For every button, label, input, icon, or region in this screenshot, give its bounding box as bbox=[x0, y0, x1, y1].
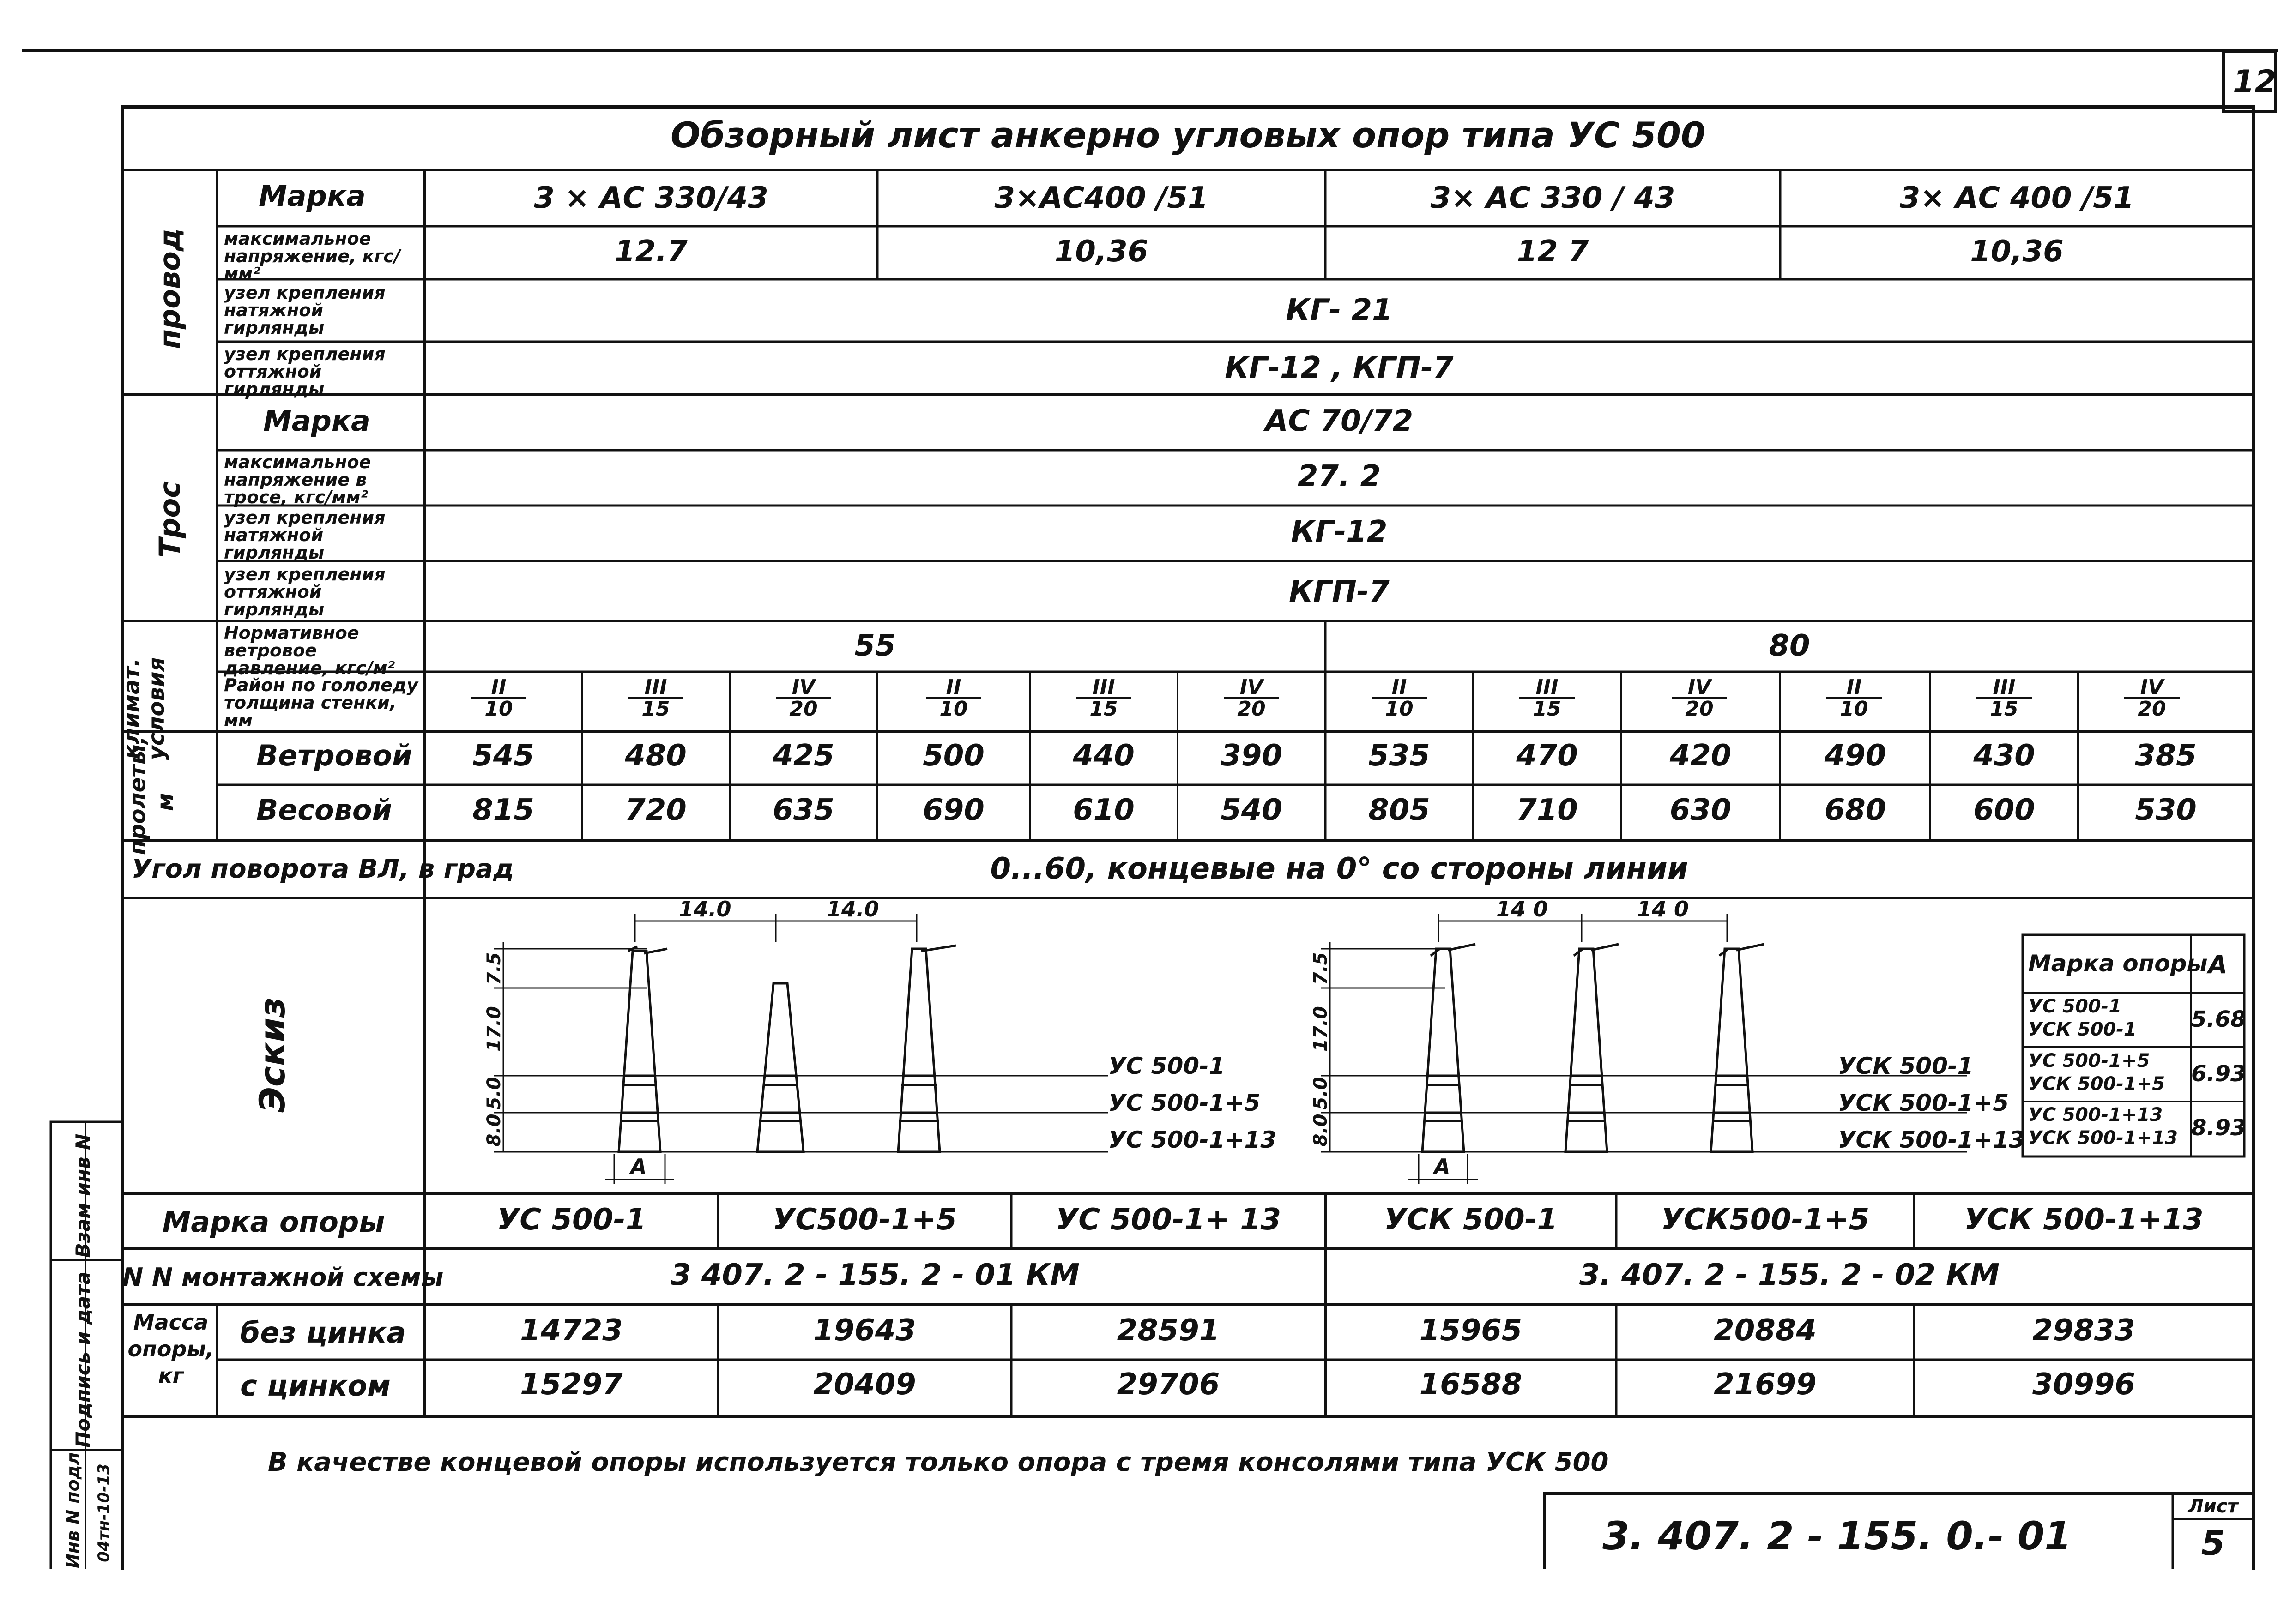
cable-mark-label: Марка bbox=[263, 404, 370, 438]
scheme-1: 3 407. 2 - 155. 2 - 01 КМ bbox=[671, 1258, 1080, 1292]
wire-pull-node: КГ-12 , КГП-7 bbox=[1225, 351, 1454, 385]
mass-no-zinc-label: без цинка bbox=[240, 1316, 406, 1349]
sketch-right-label-2: УСК 500-1+5 bbox=[1838, 1090, 2009, 1116]
tower-marks-label: Марка опоры bbox=[162, 1205, 385, 1239]
wire-tension-node: КГ- 21 bbox=[1286, 293, 1393, 327]
ice-cell-11: III 15 bbox=[1976, 678, 2032, 719]
sketch-left-spacing-2: 14.0 bbox=[827, 897, 879, 921]
sketch-left-label-1: УС 500-1 bbox=[1108, 1053, 1225, 1079]
ice-cell-9: $\frac{IV}{20}$ bbox=[1672, 678, 1727, 719]
cable-group-label: Трос bbox=[153, 481, 187, 558]
climate-wind-1: 55 bbox=[854, 629, 896, 663]
sketch-right-label-3: УСК 500-1+13 bbox=[1838, 1126, 2025, 1153]
ice-cell-12: $\frac{IV}{20}$ bbox=[2124, 678, 2180, 719]
mass-no-zinc-6: 29833 bbox=[2032, 1313, 2135, 1348]
sketch-left-label-3: УС 500-1+13 bbox=[1108, 1126, 1277, 1153]
span-wind-11: 430 bbox=[1973, 739, 2035, 773]
sketch-right-h3: 5.0 bbox=[1310, 1077, 1331, 1110]
span-wind-8: 470 bbox=[1516, 739, 1578, 773]
span-weight-12: 530 bbox=[2135, 793, 2197, 827]
cable-max-stress-label: максимальное напряжение в тросе, кгс/мм² bbox=[224, 452, 371, 507]
span-wind-9: 420 bbox=[1669, 739, 1732, 773]
tower-mark-4: УСК 500-1 bbox=[1384, 1203, 1558, 1237]
ice-cell-1: $\frac{II}{10}$ bbox=[471, 678, 526, 719]
ice-cell-5: III 15 bbox=[1076, 678, 1131, 719]
stamp-inv-value: 04тн-10-13 bbox=[95, 1463, 113, 1562]
sketch-right-dim-a: А bbox=[1434, 1154, 1450, 1179]
a-table-header-mark: Марка опоры bbox=[2028, 950, 2208, 977]
cable-mark: АС 70/72 bbox=[1265, 404, 1414, 438]
wire-stress-1: 12.7 bbox=[615, 235, 688, 269]
span-weight-5: 610 bbox=[1073, 793, 1135, 827]
span-weight-6: 540 bbox=[1221, 793, 1282, 827]
span-weight-3: 635 bbox=[773, 793, 834, 827]
span-weight-4: 690 bbox=[923, 793, 985, 827]
cable-tension-node-label: узел крепления натяжной гирлянды bbox=[224, 507, 386, 563]
sketch-left-h1: 7.5 bbox=[483, 952, 505, 985]
mass-zinc-4: 16588 bbox=[1419, 1367, 1523, 1402]
a-table-row-1-marks: УС 500-1 УСК 500-1 bbox=[2028, 996, 2137, 1040]
span-weight-1: 815 bbox=[472, 793, 534, 827]
sketch-left-h2: 17.0 bbox=[483, 1006, 505, 1052]
a-table-header-a: А bbox=[2208, 950, 2228, 979]
tower-mark-2: УС500-1+5 bbox=[772, 1203, 957, 1237]
wire-stress-4: 10,36 bbox=[1970, 235, 2064, 269]
tower-mark-6: УСК 500-1+13 bbox=[1964, 1203, 2204, 1237]
wire-max-stress-label: максимальное напряжение, кгс/мм² bbox=[224, 229, 400, 284]
sketch-right-h2: 17.0 bbox=[1310, 1006, 1331, 1052]
a-table-row-1-a: 5.68 bbox=[2191, 1006, 2246, 1032]
stamp-replace-inv: Взам инв N bbox=[72, 1133, 94, 1258]
ice-cell-3: $\frac{IV}{20}$ bbox=[776, 678, 831, 719]
climate-group-label: климат. условия bbox=[119, 657, 169, 760]
sketch-right-h1: 7.5 bbox=[1310, 952, 1331, 985]
climate-ice-label: Район по гололеду толщина стенки, мм bbox=[224, 675, 418, 730]
page-title: Обзорный лист анкерно угловых опор типа УС 500 bbox=[671, 114, 1705, 156]
sheet-corner-number: 12 bbox=[2233, 64, 2277, 100]
span-weight-9: 630 bbox=[1669, 793, 1732, 827]
ice-cell-6: $\frac{IV}{20}$ bbox=[1224, 678, 1279, 719]
sketch-right-label-1: УСК 500-1 bbox=[1838, 1053, 1974, 1079]
cable-tension-node: КГ-12 bbox=[1291, 515, 1388, 549]
wire-mark-4: 3× АС 400 /51 bbox=[1899, 181, 2134, 215]
sketch-right-spacing-1: 14 0 bbox=[1496, 897, 1548, 921]
climate-wind-2: 80 bbox=[1769, 629, 1810, 663]
mass-zinc-6: 30996 bbox=[2032, 1367, 2135, 1402]
mass-zinc-1: 15297 bbox=[520, 1367, 623, 1402]
tower-mark-5: УСК500-1+5 bbox=[1661, 1203, 1870, 1237]
angle-label: Угол поворота ВЛ, в град bbox=[132, 854, 514, 884]
mass-zinc-label: с цинком bbox=[240, 1369, 391, 1403]
stamp-signature-date: Подпись и дата bbox=[72, 1271, 94, 1448]
note-text: В качестве концевой опоры используется только опора с тремя консолями типа УСК 500 bbox=[268, 1447, 1609, 1477]
cable-pull-node: КГП-7 bbox=[1289, 575, 1390, 609]
wire-mark-3: 3× АС 330 / 43 bbox=[1430, 181, 1675, 215]
cable-max-stress: 27. 2 bbox=[1297, 459, 1381, 494]
tower-mark-1: УС 500-1 bbox=[496, 1203, 647, 1237]
ice-cell-2: III 15 bbox=[628, 678, 683, 719]
span-weight-2: 720 bbox=[625, 793, 687, 827]
mass-zinc-5: 21699 bbox=[1714, 1367, 1817, 1402]
wire-tension-node-label: узел крепления натяжной гирлянды bbox=[224, 283, 386, 338]
span-wind-7: 535 bbox=[1368, 739, 1430, 773]
ice-cell-10: $\frac{II}{10}$ bbox=[1826, 678, 1882, 719]
sketch-left-h3: 5.0 bbox=[483, 1077, 505, 1110]
wire-stress-2: 10,36 bbox=[1054, 235, 1148, 269]
mass-zinc-2: 20409 bbox=[813, 1367, 916, 1402]
mass-no-zinc-1: 14723 bbox=[520, 1313, 623, 1348]
sketch-left-dim-a: А bbox=[630, 1154, 647, 1179]
span-wind-2: 480 bbox=[625, 739, 687, 773]
wire-mark-1: 3 × АС 330/43 bbox=[534, 181, 768, 215]
stamp-original-inv: Инв N подл bbox=[63, 1452, 83, 1568]
mass-group-label: Масса опоры, кг bbox=[127, 1310, 214, 1388]
mass-no-zinc-5: 20884 bbox=[1714, 1313, 1817, 1348]
span-wind-6: 390 bbox=[1221, 739, 1282, 773]
angle-value: 0...60, концевые на 0° со стороны линии bbox=[990, 852, 1688, 886]
document-code: 3. 407. 2 - 155. 0.- 01 bbox=[1602, 1513, 2072, 1559]
sketch-right-spacing-2: 14 0 bbox=[1637, 897, 1689, 921]
mass-no-zinc-2: 19643 bbox=[813, 1313, 916, 1348]
spans-group-label: пролеты, м bbox=[125, 736, 178, 855]
scheme-2: 3. 407. 2 - 155. 2 - 02 КМ bbox=[1579, 1258, 2000, 1292]
sketch-left-h5: 8.0 bbox=[483, 1114, 505, 1147]
mass-no-zinc-4: 15965 bbox=[1419, 1313, 1523, 1348]
sketch-label: Эскиз bbox=[252, 997, 293, 1113]
wire-mark-label: Марка bbox=[259, 179, 366, 213]
schemes-label: N N монтажной схемы bbox=[122, 1263, 444, 1292]
a-table-row-3-a: 8.93 bbox=[2191, 1115, 2246, 1141]
spans-weight-label: Весовой bbox=[256, 793, 392, 827]
span-wind-1: 545 bbox=[472, 739, 534, 773]
span-wind-5: 440 bbox=[1073, 739, 1135, 773]
climate-wind-label: Нормативное ветровое давление, кгс/м² bbox=[224, 623, 395, 678]
ice-cell-8: III 15 bbox=[1519, 678, 1575, 719]
spans-wind-label: Ветровой bbox=[256, 739, 412, 772]
span-weight-10: 680 bbox=[1824, 793, 1886, 827]
span-wind-3: 425 bbox=[773, 739, 834, 773]
sketch-left-towers bbox=[494, 914, 1108, 1184]
span-weight-7: 805 bbox=[1368, 793, 1430, 827]
ice-cell-7: $\frac{II}{10}$ bbox=[1372, 678, 1427, 719]
sketch-left-spacing-1: 14.0 bbox=[679, 897, 731, 921]
mass-zinc-3: 29706 bbox=[1117, 1367, 1220, 1402]
sketch-right-h5: 8.0 bbox=[1310, 1114, 1331, 1147]
span-wind-12: 385 bbox=[2135, 739, 2197, 773]
wire-mark-2: 3×АС400 /51 bbox=[994, 181, 1208, 215]
span-weight-8: 710 bbox=[1516, 793, 1578, 827]
wire-pull-node-label: узел крепления оттяжной гирлянды bbox=[224, 344, 386, 399]
a-table-row-3-marks: УС 500-1+13 УСК 500-1+13 bbox=[2028, 1104, 2178, 1149]
sheet-number: 5 bbox=[2201, 1524, 2225, 1563]
tower-mark-3: УС 500-1+ 13 bbox=[1055, 1203, 1281, 1237]
a-table-row-2-a: 6.93 bbox=[2191, 1061, 2246, 1087]
span-weight-11: 600 bbox=[1973, 793, 2035, 827]
span-wind-4: 500 bbox=[923, 739, 985, 773]
wire-stress-3: 12 7 bbox=[1517, 235, 1589, 269]
wire-group-label: провод bbox=[153, 228, 187, 349]
cable-pull-node-label: узел крепления оттяжной гирлянды bbox=[224, 564, 386, 620]
sheet-label: Лист bbox=[2188, 1496, 2238, 1517]
span-wind-10: 490 bbox=[1824, 739, 1886, 773]
mass-no-zinc-3: 28591 bbox=[1117, 1313, 1220, 1348]
sketch-left-label-2: УС 500-1+5 bbox=[1108, 1090, 1261, 1116]
a-table-row-2-marks: УС 500-1+5 УСК 500-1+5 bbox=[2028, 1050, 2165, 1095]
ice-cell-4: $\frac{II}{10}$ bbox=[926, 678, 981, 719]
